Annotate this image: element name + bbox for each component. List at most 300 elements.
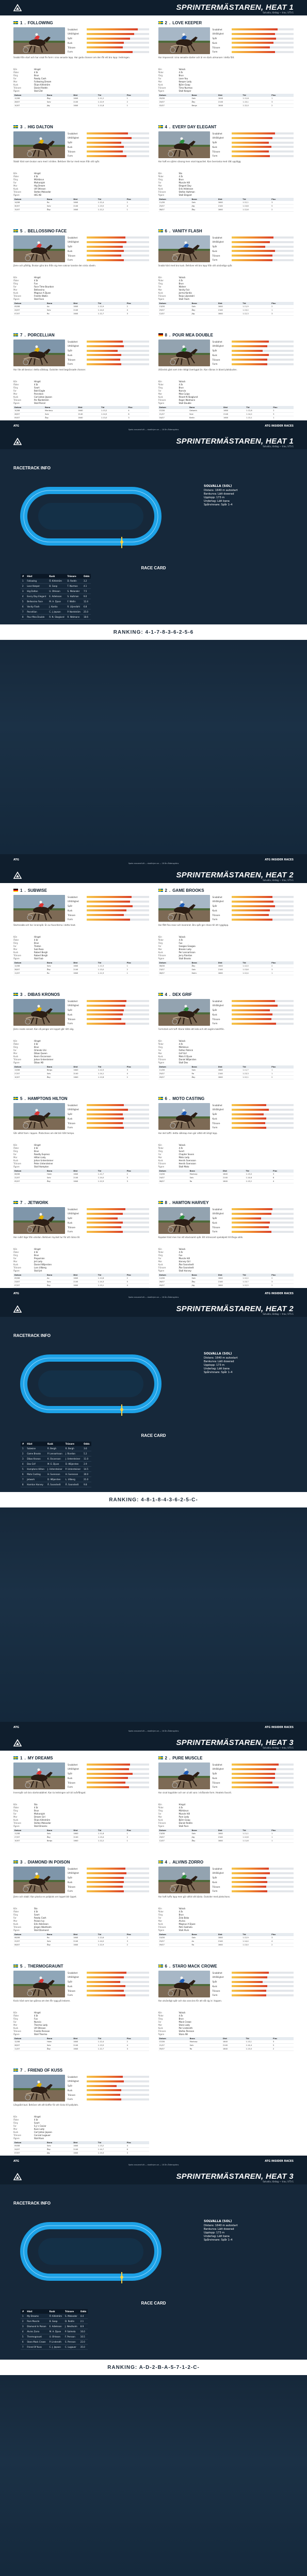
stat-row — [68, 2098, 149, 2101]
stat-bar-fill — [232, 38, 277, 40]
stat-bar-fill — [232, 246, 265, 248]
horse-heading — [13, 1095, 149, 1101]
table-cell: 1.12,9 — [241, 1936, 270, 1940]
table-cell: Diamond In Poison — [25, 2324, 47, 2329]
table-cell: 5 — [21, 599, 25, 604]
table-cell: 1.13,2 — [97, 2144, 126, 2148]
table-cell: Solv — [189, 1176, 222, 1180]
table-header-cell: Plac — [272, 1170, 294, 1173]
table-cell: 5 — [126, 1176, 149, 1180]
stat-row — [68, 1971, 149, 1974]
table-cell: 1600 — [222, 416, 245, 420]
table-cell: Solv — [191, 1936, 217, 1940]
fact-value: Johan Untersteiner — [34, 1159, 54, 1162]
fact-key: Kön — [13, 936, 18, 938]
fact-key: Kön — [13, 1907, 18, 1910]
stat-bar-fill — [87, 259, 124, 261]
stat-bar — [87, 1868, 149, 1870]
table-row — [158, 1943, 294, 1947]
stat-bar-fill — [232, 137, 273, 139]
horse-name: MY DREAMS — [27, 1755, 53, 1760]
fact-key: Mor — [13, 393, 18, 395]
header-subtitle: Solvalla, lördag — trav, V75-1 — [263, 2180, 294, 2183]
stat-label: Form — [68, 1230, 73, 1233]
table-cell: S. Melander — [63, 2314, 79, 2319]
stat-bar-fill — [87, 46, 123, 48]
table-row — [13, 1072, 149, 1076]
horse-number: 1 — [20, 20, 23, 25]
table-cell: 3 — [127, 416, 149, 420]
table-cell: 4 — [126, 2144, 149, 2148]
fact-key: Kön — [158, 1803, 162, 1806]
fact-value: Staro AB — [179, 2033, 188, 2036]
stat-label: Tränare — [212, 913, 220, 917]
fact-value: Valack — [179, 1248, 186, 1250]
table-cell: 05/07 — [13, 1180, 46, 1183]
table-cell: 1640 — [72, 1284, 97, 1287]
table-header-cell: Datum — [158, 2037, 189, 2040]
horse-description: Har imponerat i sina senaste starter och är en stark utmanare i detta fält. — [158, 56, 235, 59]
horse-photo-row — [13, 1971, 149, 1997]
table-cell: 25/07 — [158, 1072, 191, 1076]
table-cell: Hamptons Hilton — [25, 1467, 46, 1472]
fact-key: Kön — [158, 68, 162, 71]
fact-key: Far — [158, 285, 161, 288]
fact-key: Kusk — [13, 1923, 19, 1925]
stat-bar-fill — [232, 1994, 266, 1996]
stat-label: Spår — [68, 1009, 73, 1012]
horse-photo — [158, 1971, 210, 1997]
table-cell: Åby — [46, 1180, 72, 1183]
fact-key: Färg — [158, 1913, 163, 1916]
stat-bar — [87, 1773, 149, 1775]
stat-bar-fill — [87, 914, 124, 916]
horse-grid — [0, 1751, 307, 2168]
stat-label: Uthållighet — [68, 32, 79, 36]
table-cell: 2 — [270, 104, 294, 108]
stat-row — [213, 1108, 294, 1111]
horse-heading — [13, 1755, 149, 1761]
table-cell: 2140 — [222, 413, 245, 416]
page-header — [0, 1735, 307, 1751]
stat-bar-fill — [87, 354, 121, 356]
fact-value: Ready Cash — [34, 1917, 46, 1919]
stat-bar-fill — [232, 1217, 262, 1219]
stat-label: Snabbhet — [68, 1971, 78, 1974]
fact-key: Mor — [13, 1920, 18, 1922]
stat-label: Spår — [68, 1217, 73, 1220]
stat-bar — [87, 1972, 149, 1974]
recent-starts-table — [13, 1170, 149, 1183]
table-header-cell: Plac — [126, 2141, 149, 2144]
table-cell: Jetwork — [25, 1477, 46, 1482]
stat-label: Tränare — [212, 1989, 220, 1992]
table-cell: Ro — [191, 1943, 217, 1947]
table-cell: 2140 — [217, 1072, 242, 1076]
stat-bar-fill — [87, 2094, 120, 2096]
stat-row — [213, 999, 294, 1003]
table-cell: Ro — [191, 1072, 217, 1076]
stat-bar-fill — [232, 51, 275, 53]
fact-value: Daniel Wäjersten — [179, 1058, 197, 1061]
table-cell: 4 — [126, 1072, 149, 1076]
table-cell: 29/07 — [158, 309, 191, 312]
stat-label: Spår — [68, 1113, 73, 1116]
horse-card — [158, 1199, 294, 1300]
fact-key: Ålder — [13, 1251, 19, 1253]
stat-label: Kusk — [212, 1117, 217, 1120]
horse-card — [158, 991, 294, 1092]
stat-bar — [232, 1981, 294, 1983]
fact-key: Kön — [13, 2011, 18, 2014]
table-cell: H. Svensson — [64, 1472, 82, 1477]
horse-photo — [158, 131, 210, 158]
stat-label: Form — [212, 155, 218, 158]
table-cell: 1640 — [217, 312, 242, 316]
stat-bar-fill — [232, 1109, 269, 1111]
stat-label: Tränare — [212, 1122, 220, 1125]
stat-row — [213, 1226, 294, 1229]
fact-key: Ägare — [158, 90, 165, 92]
horse-card — [158, 1755, 294, 1856]
horse-page — [0, 1735, 307, 2169]
fact-key: Far — [13, 77, 17, 80]
sweden-flag-icon — [13, 1860, 18, 1863]
responsible-gaming-note: Spela ansvarsfullt — stodlinjen.se — 18 års åldersgräns — [128, 429, 179, 431]
stat-row — [213, 1989, 294, 1992]
fact-key: Mor — [158, 1052, 163, 1055]
fact-key: Far — [13, 945, 17, 947]
fact-key: Färg — [158, 178, 163, 181]
table-cell: Solv — [46, 1280, 72, 1284]
horse-photo-row — [158, 131, 294, 158]
stat-bar-fill — [87, 1213, 123, 1215]
horse-name: THERMOGRAUNT — [27, 1963, 63, 1969]
table-row — [13, 100, 149, 104]
stat-bar — [87, 1886, 149, 1888]
horse-photo-row — [158, 235, 294, 262]
fact-value: Poison Ivy — [34, 1920, 45, 1922]
stat-label: Snabbhet — [68, 1208, 78, 1211]
race-card-table — [21, 574, 91, 620]
stat-label: Spår — [68, 1980, 73, 1984]
horse-photo — [13, 999, 65, 1026]
fact-value: Erik Adielsson — [34, 1923, 49, 1925]
stat-label: Spår — [68, 349, 73, 352]
stat-bar — [232, 142, 294, 144]
fact-value: Valack — [179, 1144, 186, 1146]
table-cell: 2140 — [72, 1072, 97, 1076]
stat-bar-fill — [87, 155, 126, 157]
fact-value: Brun — [179, 282, 184, 285]
fact-value: Brun — [34, 1150, 39, 1153]
stat-row — [68, 132, 149, 135]
fact-value: Henrik Svensson — [179, 1162, 196, 1165]
horse-heading — [158, 124, 294, 130]
stat-row — [213, 1872, 294, 1875]
table-cell: 14.5 — [82, 1467, 91, 1472]
table-cell: R. Bergh — [64, 1446, 82, 1451]
sweden-flag-icon — [13, 1756, 18, 1759]
stat-label: Kusk — [212, 353, 217, 357]
horse-heading — [158, 20, 294, 26]
fact-value: 4 år — [34, 71, 38, 74]
table-cell: 1640 — [72, 104, 97, 108]
stat-bar-fill — [232, 42, 274, 44]
stat-bar — [87, 350, 149, 352]
table-header-cell: Häst — [25, 1442, 46, 1446]
stat-row — [68, 155, 149, 158]
horse-facts — [13, 1803, 149, 1827]
table-cell: 21/07 — [158, 413, 189, 416]
fact-key: Far — [158, 389, 161, 392]
stat-bar — [232, 919, 294, 921]
table-cell: 1.14,4 — [241, 1940, 270, 1943]
stat-bar — [87, 901, 149, 903]
table-cell: 2 — [270, 305, 294, 309]
fact-value: Svart — [34, 386, 40, 389]
fact-key: Kusk — [13, 1263, 19, 1266]
table-cell: Åby — [191, 309, 217, 312]
table-cell: 1.12,6 — [241, 208, 270, 212]
horse-photo-row — [158, 1103, 294, 1130]
stat-bar-fill — [87, 363, 121, 365]
recent-starts-table — [13, 2141, 149, 2155]
horse-name: HIG DALTON — [27, 124, 53, 129]
table-cell: Mantorp — [189, 1173, 222, 1176]
stat-bar — [87, 1213, 149, 1215]
stat-label: Tränare — [68, 1018, 75, 1021]
stat-bar — [232, 1018, 294, 1020]
table-cell: 8 — [21, 1482, 25, 1487]
fact-value: Readly Express — [34, 1153, 50, 1156]
fact-key: Ålder — [158, 939, 164, 941]
table-header-cell: Tränare — [64, 1442, 82, 1446]
horse-name: DIBAS KRONOS — [27, 992, 60, 997]
fact-value: Brun — [34, 1254, 39, 1257]
fact-value: Svart — [179, 1150, 185, 1153]
stat-label: Snabbhet — [68, 999, 78, 1003]
stat-label: Kusk — [68, 353, 73, 357]
stat-label: Form — [68, 1022, 73, 1025]
fact-key: Ägare — [13, 1825, 20, 1827]
racetrack-info-box — [204, 1352, 276, 1375]
stat-bar — [87, 345, 149, 347]
stat-label: Tränare — [68, 2093, 75, 2096]
stat-bar — [87, 1222, 149, 1224]
stat-label: Snabbhet — [212, 1763, 222, 1766]
oval-track-icon — [13, 1348, 168, 1420]
stat-bar-fill — [232, 1213, 271, 1215]
stat-label: Spår — [68, 245, 73, 248]
horse-facts — [13, 2115, 149, 2140]
table-header-cell: Bana — [191, 961, 217, 964]
table-cell: 1 — [126, 97, 149, 100]
table-cell: 2140 — [72, 1176, 97, 1180]
fact-key: Mor — [13, 948, 18, 951]
fact-value: Alvina — [179, 1920, 185, 1922]
table-cell: L. Ullberg — [64, 1477, 82, 1482]
table-cell: 1.12,9 — [97, 305, 126, 309]
table-row — [21, 594, 91, 599]
table-header-cell: Dist — [72, 94, 97, 97]
fact-key: Far — [13, 1917, 17, 1919]
table-header-cell: Bana — [191, 1274, 217, 1277]
table-cell: Solv — [191, 968, 217, 972]
horse-number-dot: . — [169, 888, 171, 893]
fact-key: Färg — [158, 1254, 163, 1257]
stat-label: Snabbhet — [68, 132, 78, 135]
stat-bar — [87, 1109, 149, 1111]
horse-heading — [13, 1859, 149, 1865]
horse-card — [13, 991, 149, 1092]
fact-value: Brun — [34, 942, 39, 944]
fact-value: Rikard N Skoglund — [179, 396, 198, 398]
table-cell: 1640 — [72, 1069, 97, 1072]
table-header-cell: Kusk — [47, 574, 66, 579]
horse-photo-row — [13, 1867, 149, 1893]
table-cell: 06/07 — [13, 1943, 46, 1947]
racetrack-page — [0, 2169, 307, 2576]
table-cell: Gelsenk. — [188, 409, 222, 413]
table-cell: 1.13,0 — [245, 1173, 272, 1176]
stat-bar-fill — [87, 1985, 125, 1987]
fact-value: Reijo Liljendahl — [179, 295, 195, 297]
stat-bar — [232, 38, 294, 40]
table-cell: 30/07 — [13, 205, 46, 208]
fact-value: Stall Porcel — [34, 402, 46, 404]
stat-row — [213, 1976, 294, 1979]
stat-label: Spår — [212, 1876, 217, 1879]
table-cell: 29/07 — [158, 1836, 191, 1839]
sweden-flag-icon — [158, 889, 163, 892]
fact-value: Trixton — [34, 945, 41, 947]
table-cell: 26/07 — [158, 1280, 191, 1284]
stat-row — [68, 999, 149, 1003]
horse-photo-row — [13, 999, 149, 1026]
fact-key: Kön — [13, 1248, 18, 1250]
fact-value: Pure Lady — [179, 1816, 189, 1818]
stat-row — [213, 900, 294, 903]
horse-number: 8 — [165, 1200, 167, 1205]
table-cell: Halm — [191, 972, 217, 975]
table-cell: 2 — [270, 964, 294, 968]
fact-key: Färg — [158, 1809, 163, 1812]
table-cell: Solv — [188, 413, 222, 416]
table-cell: 02/07 — [158, 104, 191, 108]
stat-bar-fill — [87, 2098, 121, 2100]
table-cell: 1 — [126, 972, 149, 975]
table-header-row — [21, 574, 91, 579]
table-header-cell: Bana — [46, 198, 72, 201]
table-header-cell: Bana — [191, 302, 217, 305]
fact-key: Färg — [158, 74, 163, 77]
table-cell: Ax — [46, 1277, 72, 1280]
stat-row — [213, 1212, 294, 1215]
recent-starts-table — [158, 198, 294, 212]
fact-key: Färg — [158, 942, 163, 944]
horse-photo-row — [13, 131, 149, 158]
sweden-flag-icon — [158, 1860, 163, 1863]
horse-name: DIAMOND IN POISON — [27, 1859, 70, 1865]
stat-bar — [87, 363, 149, 365]
fact-key: Far — [13, 2021, 17, 2023]
table-cell: 09/07 — [158, 1284, 191, 1287]
stat-bar-fill — [232, 142, 269, 144]
horse-heading — [13, 332, 149, 338]
fact-value: Johan Untersteiner — [34, 1058, 54, 1061]
stat-row — [213, 1221, 294, 1224]
table-cell: 1.13,1 — [97, 1284, 126, 1287]
table-header-cell: Bana — [191, 198, 217, 201]
table-cell: 2140 — [217, 1836, 242, 1839]
fact-value: 4 år — [34, 1806, 38, 1809]
table-cell: 5 — [126, 1280, 149, 1284]
fact-value: Hingst — [34, 2011, 41, 2014]
fact-key: Kusk — [158, 2027, 163, 2029]
table-cell: 14/08 — [13, 201, 46, 205]
fact-key: Kusk — [158, 396, 163, 398]
horse-heading — [13, 1963, 149, 1969]
fact-value: Brun — [34, 1809, 39, 1812]
fact-value: 4 år — [34, 175, 38, 178]
table-cell: 1.14,4 — [245, 2044, 272, 2047]
table-cell: 2 — [126, 201, 149, 205]
table-cell: 2 — [270, 1284, 294, 1287]
fact-key: Ägare — [13, 2033, 20, 2036]
fact-key: Far — [13, 1257, 17, 1260]
stat-bar — [232, 1113, 294, 1115]
table-cell: Ro — [46, 972, 72, 975]
horse-photo — [13, 1762, 65, 1789]
table-cell: Solv — [46, 1940, 72, 1943]
stat-row — [213, 905, 294, 908]
stat-label: Kusk — [68, 909, 73, 912]
table-cell: 3 — [126, 1180, 149, 1183]
table-cell: 1640 — [72, 305, 97, 309]
table-cell: 1.11,8 — [97, 1832, 126, 1836]
table-header-cell: Bana — [191, 1829, 217, 1832]
stat-bar-fill — [232, 150, 269, 152]
stat-bar-fill — [232, 919, 273, 921]
stat-row — [68, 358, 149, 361]
table-cell: Å. Svanstedt — [64, 1482, 82, 1487]
table-cell: 1640 — [217, 1277, 242, 1280]
horse-number: 3 — [20, 992, 23, 997]
stat-row — [68, 349, 149, 352]
stat-row — [213, 28, 294, 31]
stat-bar — [232, 46, 294, 48]
table-cell: 2140 — [77, 413, 100, 416]
table-cell: 1.13,2 — [100, 409, 127, 413]
stat-bar-fill — [87, 137, 132, 139]
horse-page — [0, 0, 307, 434]
stat-bar-fill — [232, 1222, 270, 1224]
table-cell: 1.12,8 — [241, 1836, 270, 1839]
horse-facts — [13, 380, 149, 404]
table-cell: Moto Casting — [25, 1472, 46, 1477]
table-cell: 1.14,6 — [245, 1176, 272, 1180]
table-cell: 25/07 — [158, 1940, 191, 1943]
fact-value: Daniel Wäjersten — [34, 1263, 52, 1266]
fact-key: Ägare — [13, 402, 20, 404]
stat-bar — [232, 241, 294, 243]
atg-logo-icon — [13, 4, 22, 11]
stat-label: Tränare — [68, 358, 75, 361]
table-cell: 1.14,0 — [97, 1940, 126, 1943]
fact-key: Färg — [158, 1046, 163, 1048]
stat-row — [213, 1994, 294, 1997]
